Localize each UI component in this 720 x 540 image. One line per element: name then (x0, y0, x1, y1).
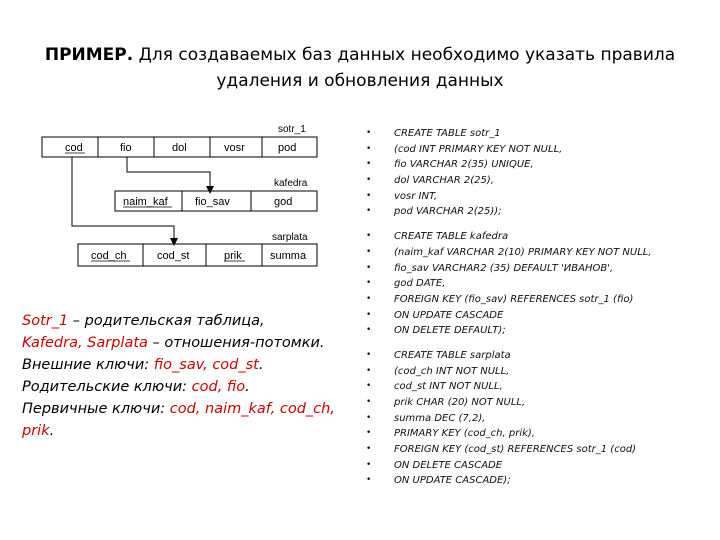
summary-primary-end: . (49, 423, 55, 439)
summary-parent-desc: – родительская таблица, (68, 313, 265, 329)
summary-primary-keys-cont: prik (22, 423, 50, 439)
summary-line-parent-keys (22, 376, 362, 398)
summary-line-foreign (22, 354, 362, 376)
table-kafedra (115, 191, 317, 211)
keys-summary (22, 310, 362, 442)
cell-naim-kaf: naim_kaf (123, 196, 168, 208)
summary-child-tables: Kafedra, Sarplata (22, 335, 148, 351)
cell-cod: cod (65, 142, 83, 154)
code-line: • FOREIGN KEY (fio_sav) REFERENCES sotr_1 (fio) (366, 292, 711, 308)
cell-dol: dol (172, 142, 187, 154)
code-line: • ON DELETE DEFAULT); (366, 323, 711, 339)
code-line: • ON DELETE CASCADE (366, 458, 711, 474)
cell-pod: pod (278, 142, 297, 154)
title-line-2: удаления и обновления данных (216, 71, 504, 91)
table-name-sarplata: sarplata (272, 232, 308, 243)
code-line: • ON UPDATE CASCADE (366, 308, 711, 324)
table-sarplata (78, 244, 317, 266)
code-line: • vosr INT, (366, 189, 711, 205)
code-line: • (cod INT PRIMARY KEY NOT NULL, (366, 142, 711, 158)
code-line: • dol VARCHAR 2(25), (366, 173, 711, 189)
code-block-sotr (366, 126, 711, 220)
code-block-sarplata (366, 348, 711, 489)
title-rest: Для создаваемых баз данных необходимо указать правила (138, 45, 676, 65)
cell-vosr: vosr (224, 142, 245, 154)
cell-cod-ch: cod_ch (91, 250, 127, 262)
code-line: • prik CHAR (20) NOT NULL, (366, 395, 711, 411)
code-line: • CREATE TABLE sarplata (366, 348, 711, 364)
cell-prik: prik (224, 250, 242, 262)
code-line: • (cod_ch INT NOT NULL, (366, 364, 711, 380)
code-line: • FOREIGN KEY (cod_st) REFERENCES sotr_1 (cod) (366, 442, 711, 458)
summary-foreign-keys: fio_sav, cod_st (153, 357, 259, 373)
code-line: • fio VARCHAR 2(35) UNIQUE, (366, 157, 711, 173)
summary-line-primary (22, 398, 362, 420)
code-line: • fio_sav VARCHAR2 (35) DEFAULT 'ИВАНОВ', (366, 261, 711, 277)
title-lead: ПРИМЕР. (44, 45, 134, 65)
cell-god: god (274, 196, 293, 208)
table-name-kafedra: kafedra (274, 178, 308, 189)
summary-parent-keys: cod, fio (191, 379, 246, 395)
summary-line-parent (22, 310, 362, 332)
summary-foreign-end: . (258, 357, 264, 373)
summary-child-desc: – отношения-потомки. (147, 335, 325, 351)
summary-parentkeys-label: Родительские ключи: (22, 379, 192, 395)
table-name-sotr: sotr_1 (278, 124, 306, 135)
cell-cod-st: cod_st (157, 250, 190, 262)
fk-arrow-fio-sav (127, 157, 210, 190)
code-line: • (naim_kaf VARCHAR 2(10) PRIMARY KEY NOT NULL, (366, 245, 711, 261)
code-line: • ON UPDATE CASCADE); (366, 473, 711, 489)
code-line: • cod_st INT NOT NULL, (366, 379, 711, 395)
code-line: • pod VARCHAR 2(25)); (366, 204, 711, 220)
code-block-kafedra (366, 229, 711, 339)
code-line: • CREATE TABLE kafedra (366, 229, 711, 245)
summary-primary-keys: cod, naim_kaf, cod_ch, (169, 401, 335, 417)
summary-line-primary-cont (22, 420, 362, 442)
code-line: • summa DEC (7,2), (366, 411, 711, 427)
cell-summa: summa (270, 250, 307, 262)
sql-code (366, 126, 711, 489)
code-line: • PRIMARY KEY (cod_ch, prik), (366, 426, 711, 442)
summary-primary-label: Первичные ключи: (22, 401, 170, 417)
code-line: • god DATE, (366, 276, 711, 292)
cell-fio: fio (120, 142, 132, 154)
summary-parentkeys-end: . (245, 379, 250, 395)
cell-fio-sav: fio_sav (195, 196, 230, 208)
code-line: • CREATE TABLE sotr_1 (366, 126, 711, 142)
table-sotr (42, 137, 317, 157)
summary-foreign-label: Внешние ключи: (22, 357, 154, 373)
summary-parent-table: Sotr_1 (22, 313, 69, 329)
summary-line-children (22, 332, 362, 354)
